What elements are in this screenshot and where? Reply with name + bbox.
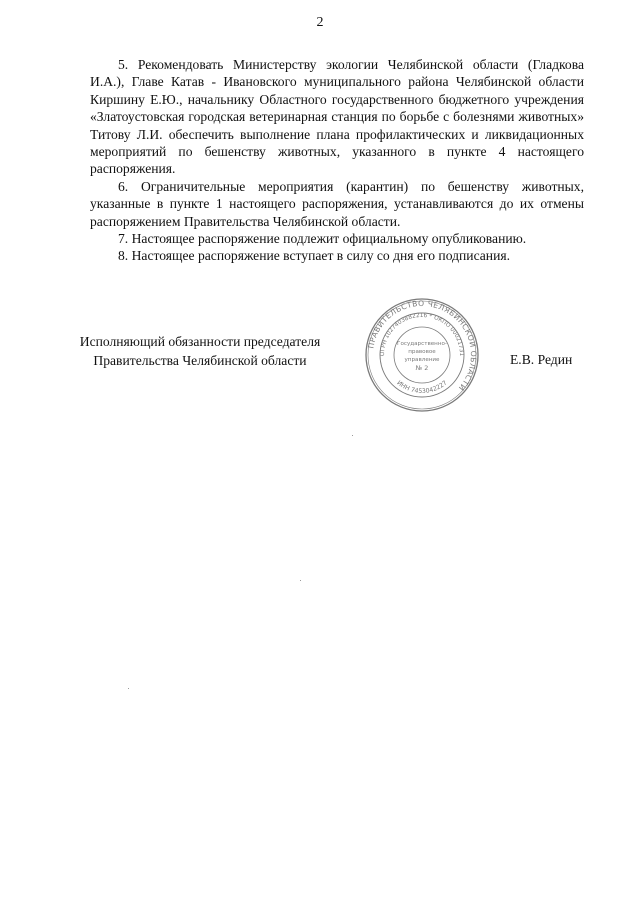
- stamp-inner-bottom-text: ИНН 7453042227: [395, 379, 449, 396]
- stamp-center-line-4: № 2: [415, 364, 429, 372]
- paragraph-5: 5. Рекомендовать Министерству экологии Челябинской области (Гладкова И.А.), Главе Катав - Ивановского муниципального района Челябинской области Киршину Е.Ю., начальнику Областного государственного бюджетного учреждения «Златоустовская городская ветеринарная станция по борьбе с болезнями животных» Титову Л.И. обеспечить выполнение плана профилактических и ликвидационных мероприятий по бешенству животных, указанного в пункте 4 настоящего распоряжения.: [90, 57, 584, 177]
- scan-speck: [300, 580, 301, 581]
- signatory-title: [60, 332, 340, 370]
- stamp-center-line-1: Государственно-: [397, 341, 447, 347]
- signatory-title-line-1: Исполняющий обязанности председателя: [79, 334, 321, 349]
- stamp-center-line-3: управление: [404, 357, 440, 363]
- stamp-center-line-2: правовое: [408, 349, 436, 355]
- signatory-title-line-2: Правительства Челябинской области: [93, 353, 307, 368]
- paragraph-7: 7. Настоящее распоряжение подлежит официальному опубликованию.: [118, 231, 527, 247]
- page-number: 2: [316, 15, 324, 30]
- scan-speck: [128, 688, 129, 689]
- scan-speck: [352, 435, 353, 436]
- official-seal-stamp: [364, 297, 480, 413]
- paragraph-6: 6. Ограничительные мероприятия (карантин) по бешенству животных, указанные в пункте 1 настоящего распоряжения, устанавливаются до их отмены распоряжением Правительства Челябинской области.: [90, 178, 584, 229]
- paragraph-8: 8. Настоящее распоряжение вступает в силу со дня его подписания.: [118, 248, 511, 264]
- stamp-outer-text: ПРАВИТЕЛЬСТВО ЧЕЛЯБИНСКОЙ ОБЛАСТИ: [366, 298, 479, 393]
- document-body: [90, 56, 584, 265]
- signatory-name: Е.В. Редин: [510, 352, 573, 367]
- stamp-inner-top-text: ОГРН 1027403882216 * ОКПО 00021731: [379, 312, 465, 357]
